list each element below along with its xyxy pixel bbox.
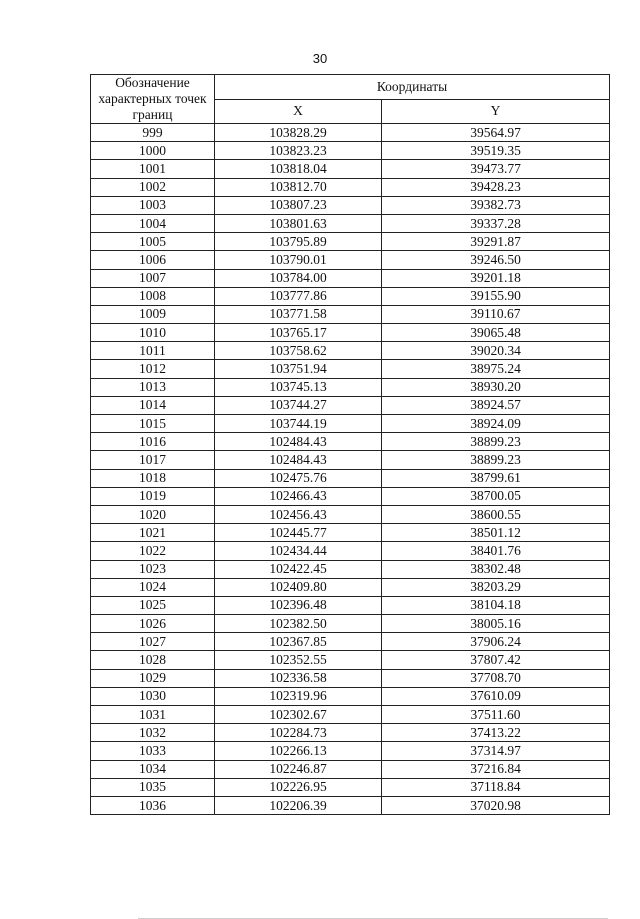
table-row bbox=[91, 160, 610, 178]
point-id-cell: 1025 bbox=[91, 596, 215, 614]
table-row bbox=[91, 451, 610, 469]
table-row bbox=[91, 233, 610, 251]
point-id-cell: 1000 bbox=[91, 142, 215, 160]
point-id-cell: 1018 bbox=[91, 469, 215, 487]
table-row bbox=[91, 760, 610, 778]
x-coordinate-cell: 102409.80 bbox=[215, 578, 382, 596]
point-id-cell: 1023 bbox=[91, 560, 215, 578]
y-coordinate-cell: 38104.18 bbox=[382, 596, 610, 614]
y-coordinate-cell: 38302.48 bbox=[382, 560, 610, 578]
x-coordinate-cell: 102352.55 bbox=[215, 651, 382, 669]
y-coordinate-cell: 39201.18 bbox=[382, 269, 610, 287]
point-id-cell: 1002 bbox=[91, 178, 215, 196]
x-coordinate-cell: 103807.23 bbox=[215, 196, 382, 214]
table-row bbox=[91, 524, 610, 542]
table-row bbox=[91, 142, 610, 160]
table-row bbox=[91, 124, 610, 142]
y-coordinate-cell: 37314.97 bbox=[382, 742, 610, 760]
y-coordinate-cell: 38005.16 bbox=[382, 615, 610, 633]
y-coordinate-cell: 38401.76 bbox=[382, 542, 610, 560]
x-coordinate-cell: 103758.62 bbox=[215, 342, 382, 360]
y-coordinate-cell: 37511.60 bbox=[382, 706, 610, 724]
x-coordinate-cell: 102206.39 bbox=[215, 796, 382, 814]
y-coordinate-cell: 38975.24 bbox=[382, 360, 610, 378]
point-id-cell: 1021 bbox=[91, 524, 215, 542]
x-coordinate-cell: 103818.04 bbox=[215, 160, 382, 178]
table-row bbox=[91, 378, 610, 396]
point-id-cell: 1006 bbox=[91, 251, 215, 269]
y-coordinate-cell: 39065.48 bbox=[382, 324, 610, 342]
x-coordinate-cell: 103812.70 bbox=[215, 178, 382, 196]
y-coordinate-cell: 39473.77 bbox=[382, 160, 610, 178]
x-coordinate-cell: 103784.00 bbox=[215, 269, 382, 287]
y-coordinate-cell: 38501.12 bbox=[382, 524, 610, 542]
x-coordinate-cell: 103765.17 bbox=[215, 324, 382, 342]
point-id-cell: 1015 bbox=[91, 415, 215, 433]
coordinates-header: Координаты bbox=[215, 75, 610, 100]
point-id-cell: 1024 bbox=[91, 578, 215, 596]
x-coordinate-cell: 103745.13 bbox=[215, 378, 382, 396]
y-coordinate-cell: 37020.98 bbox=[382, 796, 610, 814]
table-row bbox=[91, 196, 610, 214]
page-number: 30 bbox=[312, 51, 328, 66]
x-coordinate-cell: 103744.27 bbox=[215, 396, 382, 414]
coordinates-table bbox=[90, 74, 610, 815]
table-row bbox=[91, 724, 610, 742]
table-row bbox=[91, 742, 610, 760]
table-row bbox=[91, 651, 610, 669]
table-row bbox=[91, 396, 610, 414]
y-coordinate-cell: 38930.20 bbox=[382, 378, 610, 396]
table-row bbox=[91, 542, 610, 560]
point-id-cell: 1013 bbox=[91, 378, 215, 396]
y-coordinate-cell: 37906.24 bbox=[382, 633, 610, 651]
table-row bbox=[91, 178, 610, 196]
x-column-header: X bbox=[215, 99, 382, 124]
y-column-header: Y bbox=[382, 99, 610, 124]
point-id-cell: 1026 bbox=[91, 615, 215, 633]
y-coordinate-cell: 38799.61 bbox=[382, 469, 610, 487]
y-coordinate-cell: 37216.84 bbox=[382, 760, 610, 778]
table-row bbox=[91, 796, 610, 814]
point-id-cell: 1020 bbox=[91, 505, 215, 523]
x-coordinate-cell: 102226.95 bbox=[215, 778, 382, 796]
y-coordinate-cell: 39291.87 bbox=[382, 233, 610, 251]
point-id-cell: 1012 bbox=[91, 360, 215, 378]
table-row bbox=[91, 706, 610, 724]
x-coordinate-cell: 103790.01 bbox=[215, 251, 382, 269]
y-coordinate-cell: 38924.57 bbox=[382, 396, 610, 414]
table-row bbox=[91, 560, 610, 578]
point-id-cell: 1008 bbox=[91, 287, 215, 305]
point-id-cell: 1028 bbox=[91, 651, 215, 669]
table-row bbox=[91, 342, 610, 360]
point-id-cell: 1019 bbox=[91, 487, 215, 505]
x-coordinate-cell: 102484.43 bbox=[215, 433, 382, 451]
x-coordinate-cell: 102396.48 bbox=[215, 596, 382, 614]
x-coordinate-cell: 102475.76 bbox=[215, 469, 382, 487]
x-coordinate-cell: 103777.86 bbox=[215, 287, 382, 305]
x-coordinate-cell: 103795.89 bbox=[215, 233, 382, 251]
point-id-cell: 999 bbox=[91, 124, 215, 142]
x-coordinate-cell: 103823.23 bbox=[215, 142, 382, 160]
x-coordinate-cell: 103744.19 bbox=[215, 415, 382, 433]
x-coordinate-cell: 103828.29 bbox=[215, 124, 382, 142]
point-id-cell: 1014 bbox=[91, 396, 215, 414]
point-id-cell: 1034 bbox=[91, 760, 215, 778]
point-id-cell: 1009 bbox=[91, 305, 215, 323]
table-row bbox=[91, 578, 610, 596]
point-id-cell: 1016 bbox=[91, 433, 215, 451]
y-coordinate-cell: 37807.42 bbox=[382, 651, 610, 669]
point-id-cell: 1033 bbox=[91, 742, 215, 760]
y-coordinate-cell: 38600.55 bbox=[382, 505, 610, 523]
y-coordinate-cell: 39110.67 bbox=[382, 305, 610, 323]
point-id-cell: 1017 bbox=[91, 451, 215, 469]
y-coordinate-cell: 39155.90 bbox=[382, 287, 610, 305]
x-coordinate-cell: 102466.43 bbox=[215, 487, 382, 505]
point-id-cell: 1036 bbox=[91, 796, 215, 814]
y-coordinate-cell: 37413.22 bbox=[382, 724, 610, 742]
table-row bbox=[91, 251, 610, 269]
point-id-cell: 1030 bbox=[91, 687, 215, 705]
point-designation-header: Обозначение характерных точек границ bbox=[91, 75, 215, 124]
table-row bbox=[91, 687, 610, 705]
y-coordinate-cell: 38899.23 bbox=[382, 433, 610, 451]
point-id-cell: 1001 bbox=[91, 160, 215, 178]
x-coordinate-cell: 102445.77 bbox=[215, 524, 382, 542]
table-row bbox=[91, 596, 610, 614]
x-coordinate-cell: 102302.67 bbox=[215, 706, 382, 724]
x-coordinate-cell: 102434.44 bbox=[215, 542, 382, 560]
point-id-cell: 1031 bbox=[91, 706, 215, 724]
y-coordinate-cell: 37118.84 bbox=[382, 778, 610, 796]
point-id-cell: 1029 bbox=[91, 669, 215, 687]
point-id-cell: 1035 bbox=[91, 778, 215, 796]
table-row bbox=[91, 469, 610, 487]
x-coordinate-cell: 102422.45 bbox=[215, 560, 382, 578]
table-row bbox=[91, 269, 610, 287]
table-row bbox=[91, 669, 610, 687]
x-coordinate-cell: 102382.50 bbox=[215, 615, 382, 633]
y-coordinate-cell: 38924.09 bbox=[382, 415, 610, 433]
x-coordinate-cell: 102319.96 bbox=[215, 687, 382, 705]
x-coordinate-cell: 102284.73 bbox=[215, 724, 382, 742]
x-coordinate-cell: 102336.58 bbox=[215, 669, 382, 687]
x-coordinate-cell: 102367.85 bbox=[215, 633, 382, 651]
x-coordinate-cell: 103771.58 bbox=[215, 305, 382, 323]
x-coordinate-cell: 102484.43 bbox=[215, 451, 382, 469]
y-coordinate-cell: 39337.28 bbox=[382, 214, 610, 232]
y-coordinate-cell: 37610.09 bbox=[382, 687, 610, 705]
x-coordinate-cell: 102246.87 bbox=[215, 760, 382, 778]
table-row bbox=[91, 360, 610, 378]
table-row bbox=[91, 633, 610, 651]
table-row bbox=[91, 433, 610, 451]
table-row bbox=[91, 324, 610, 342]
table-row bbox=[91, 305, 610, 323]
point-id-cell: 1007 bbox=[91, 269, 215, 287]
point-id-cell: 1005 bbox=[91, 233, 215, 251]
table-row bbox=[91, 778, 610, 796]
x-coordinate-cell: 102266.13 bbox=[215, 742, 382, 760]
table-row bbox=[91, 487, 610, 505]
table-row bbox=[91, 415, 610, 433]
x-coordinate-cell: 103801.63 bbox=[215, 214, 382, 232]
y-coordinate-cell: 39246.50 bbox=[382, 251, 610, 269]
point-id-cell: 1004 bbox=[91, 214, 215, 232]
table-row bbox=[91, 214, 610, 232]
point-id-cell: 1022 bbox=[91, 542, 215, 560]
y-coordinate-cell: 39519.35 bbox=[382, 142, 610, 160]
y-coordinate-cell: 38700.05 bbox=[382, 487, 610, 505]
table-row bbox=[91, 615, 610, 633]
table-row bbox=[91, 505, 610, 523]
point-id-cell: 1011 bbox=[91, 342, 215, 360]
point-id-cell: 1003 bbox=[91, 196, 215, 214]
point-id-cell: 1027 bbox=[91, 633, 215, 651]
y-coordinate-cell: 38203.29 bbox=[382, 578, 610, 596]
y-coordinate-cell: 39564.97 bbox=[382, 124, 610, 142]
x-coordinate-cell: 102456.43 bbox=[215, 505, 382, 523]
table-row bbox=[91, 287, 610, 305]
point-id-cell: 1010 bbox=[91, 324, 215, 342]
y-coordinate-cell: 38899.23 bbox=[382, 451, 610, 469]
y-coordinate-cell: 39020.34 bbox=[382, 342, 610, 360]
coordinates-table-body bbox=[91, 124, 610, 815]
y-coordinate-cell: 39428.23 bbox=[382, 178, 610, 196]
point-id-cell: 1032 bbox=[91, 724, 215, 742]
y-coordinate-cell: 37708.70 bbox=[382, 669, 610, 687]
x-coordinate-cell: 103751.94 bbox=[215, 360, 382, 378]
y-coordinate-cell: 39382.73 bbox=[382, 196, 610, 214]
